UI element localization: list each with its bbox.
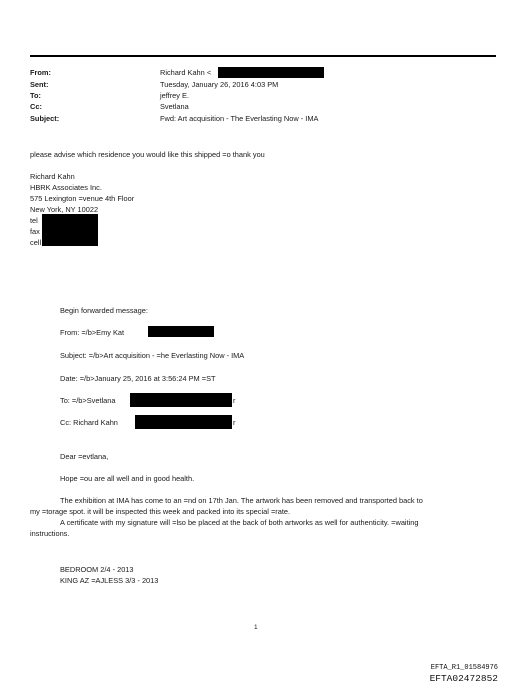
redaction-block [218,67,324,78]
forwarded-from: From: =/b>Emy Kat [60,328,125,337]
sent-value: Tuesday, January 26, 2016 4:03 PM [160,80,279,89]
signature-cell: cell [30,238,42,247]
from-label: From: [30,68,51,77]
forwarded-cc-bracket: r [233,418,236,427]
signature-company: HBRK Associates Inc. [30,183,102,192]
subject-label: Subject: [30,114,60,123]
forwarded-cc: Cc: Richard Kahn [60,418,118,427]
page-number: 1 [254,624,258,631]
cc-value: Svetlana [160,102,189,111]
redaction-block [130,393,232,407]
forwarded-greeting: Dear =evtlana, [60,452,109,461]
forwarded-begin: Begin forwarded message: [60,306,148,315]
redaction-block [42,214,98,246]
to-value: jeffrey E. [160,91,190,100]
forwarded-para2-a: A certificate with my signature will =lso be placed at the back of both artworks as well for authenticity. =waiting [60,518,419,527]
footer-id-2: EFTA02472852 [429,673,498,684]
from-value: Richard Kahn < [160,68,212,77]
forwarded-to: To: =/b>Svetlana [60,396,116,405]
artwork-1: BEDROOM 2/4 - 2013 [60,565,134,574]
redaction-block [135,415,232,429]
redaction-block [148,326,214,337]
forwarded-subject: Subject: =/b>Art acquisition - =he Everlasting Now - IMA [60,351,245,360]
forwarded-para1-a: The exhibition at IMA has come to an =nd on 17th Jan. The artwork has been removed and transported back to [60,496,423,505]
subject-value: Fwd: Art acquisition - The Everlasting Now - IMA [160,114,319,123]
artwork-2: KING AZ =AJLESS 3/3 - 2013 [60,576,159,585]
signature-address1: 575 Lexington =venue 4th Floor [30,194,135,203]
signature-tel: tel [30,216,38,225]
forwarded-hope: Hope =ou are all well and in good health. [60,474,195,483]
header-rule [30,55,496,57]
forwarded-para2-b: instructions. [30,529,70,538]
forwarded-to-bracket: r [233,396,236,405]
cc-label: Cc: [30,102,42,111]
forwarded-date: Date: =/b>January 25, 2016 at 3:56:24 PM =ST [60,374,216,383]
forwarded-para1-b: my =torage spot. it will be inspected this week and packed into its special =rate. [30,507,291,516]
footer-id-1: EFTA_R1_01584976 [430,664,498,672]
body-intro: please advise which residence you would like this shipped =o thank you [30,150,265,159]
sent-label: Sent: [30,80,49,89]
signature-address2: New York, NY 10022 [30,205,99,214]
signature-fax: fax [30,227,40,236]
to-label: To: [30,91,41,100]
signature-name: Richard Kahn [30,172,75,181]
